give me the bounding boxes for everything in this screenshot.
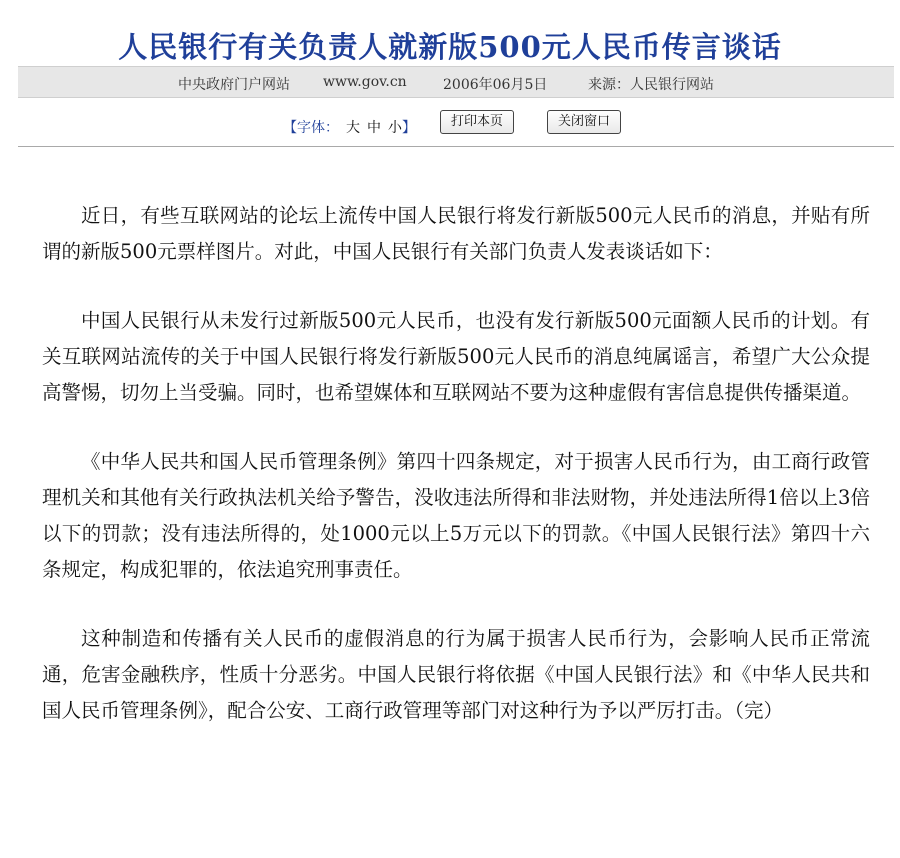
article-toolbar xyxy=(0,110,900,138)
close-window-button[interactable]: 关闭窗口 xyxy=(547,110,621,134)
article-paragraph-2: 中国人民银行从未发行过新版500元人民币，也没有发行新版500元面额人民币的计划。有关互联网站流传的关于中国人民银行将发行新版500元人民币的消息纯属谣言，希望广大公众提高警惕，切勿上当受骗。同时，也希望媒体和互联网站不要为这种虚假有害信息提供传播渠道。 xyxy=(42,309,870,404)
font-size-label: 【字体： xyxy=(283,120,339,136)
article-meta-bar xyxy=(18,66,894,98)
font-size-selector xyxy=(283,117,416,137)
font-size-large-link[interactable]: 大 xyxy=(346,120,360,136)
article-paragraph-3: 《中华人民共和国人民币管理条例》第四十四条规定，对于损害人民币行为，由工商行政管理机关和其他有关行政执法机关给予警告，没收违法所得和非法财物，并处违法所得1倍以上3倍以下的罚款；没有违法所得的，处1000元以上5万元以下的罚款。《中国人民银行法》第四十六条规定，构成犯罪的，依法追究刑事责任。 xyxy=(42,450,870,581)
article-body xyxy=(42,198,870,762)
meta-site-name: 中央政府门户网站 xyxy=(178,77,290,93)
font-size-bracket-end: 】 xyxy=(402,120,416,136)
meta-site-url: www.gov.cn xyxy=(323,74,407,90)
article-paragraph-4: 这种制造和传播有关人民币的虚假消息的行为属于损害人民币行为，会影响人民币正常流通，危害金融秩序，性质十分恶劣。中国人民银行将依据《中国人民银行法》和《中华人民共和国人民币管理条例》，配合公安、工商行政管理等部门对这种行为予以严厉打击。（完） xyxy=(42,627,870,722)
divider xyxy=(18,146,894,147)
meta-publish-date: 2006年06月5日 xyxy=(443,77,548,93)
article-title: 人民银行有关负责人就新版500元人民币传言谈话 xyxy=(118,30,782,65)
article-paragraph-1: 近日，有些互联网站的论坛上流传中国人民银行将发行新版500元人民币的消息，并贴有所谓的新版500元票样图片。对此，中国人民银行有关部门负责人发表谈话如下： xyxy=(42,204,870,263)
meta-source: 来源：人民银行网站 xyxy=(588,77,714,93)
font-size-medium-link[interactable]: 中 xyxy=(367,120,381,136)
font-size-small-link[interactable]: 小 xyxy=(388,120,402,136)
print-page-button[interactable]: 打印本页 xyxy=(440,110,514,134)
